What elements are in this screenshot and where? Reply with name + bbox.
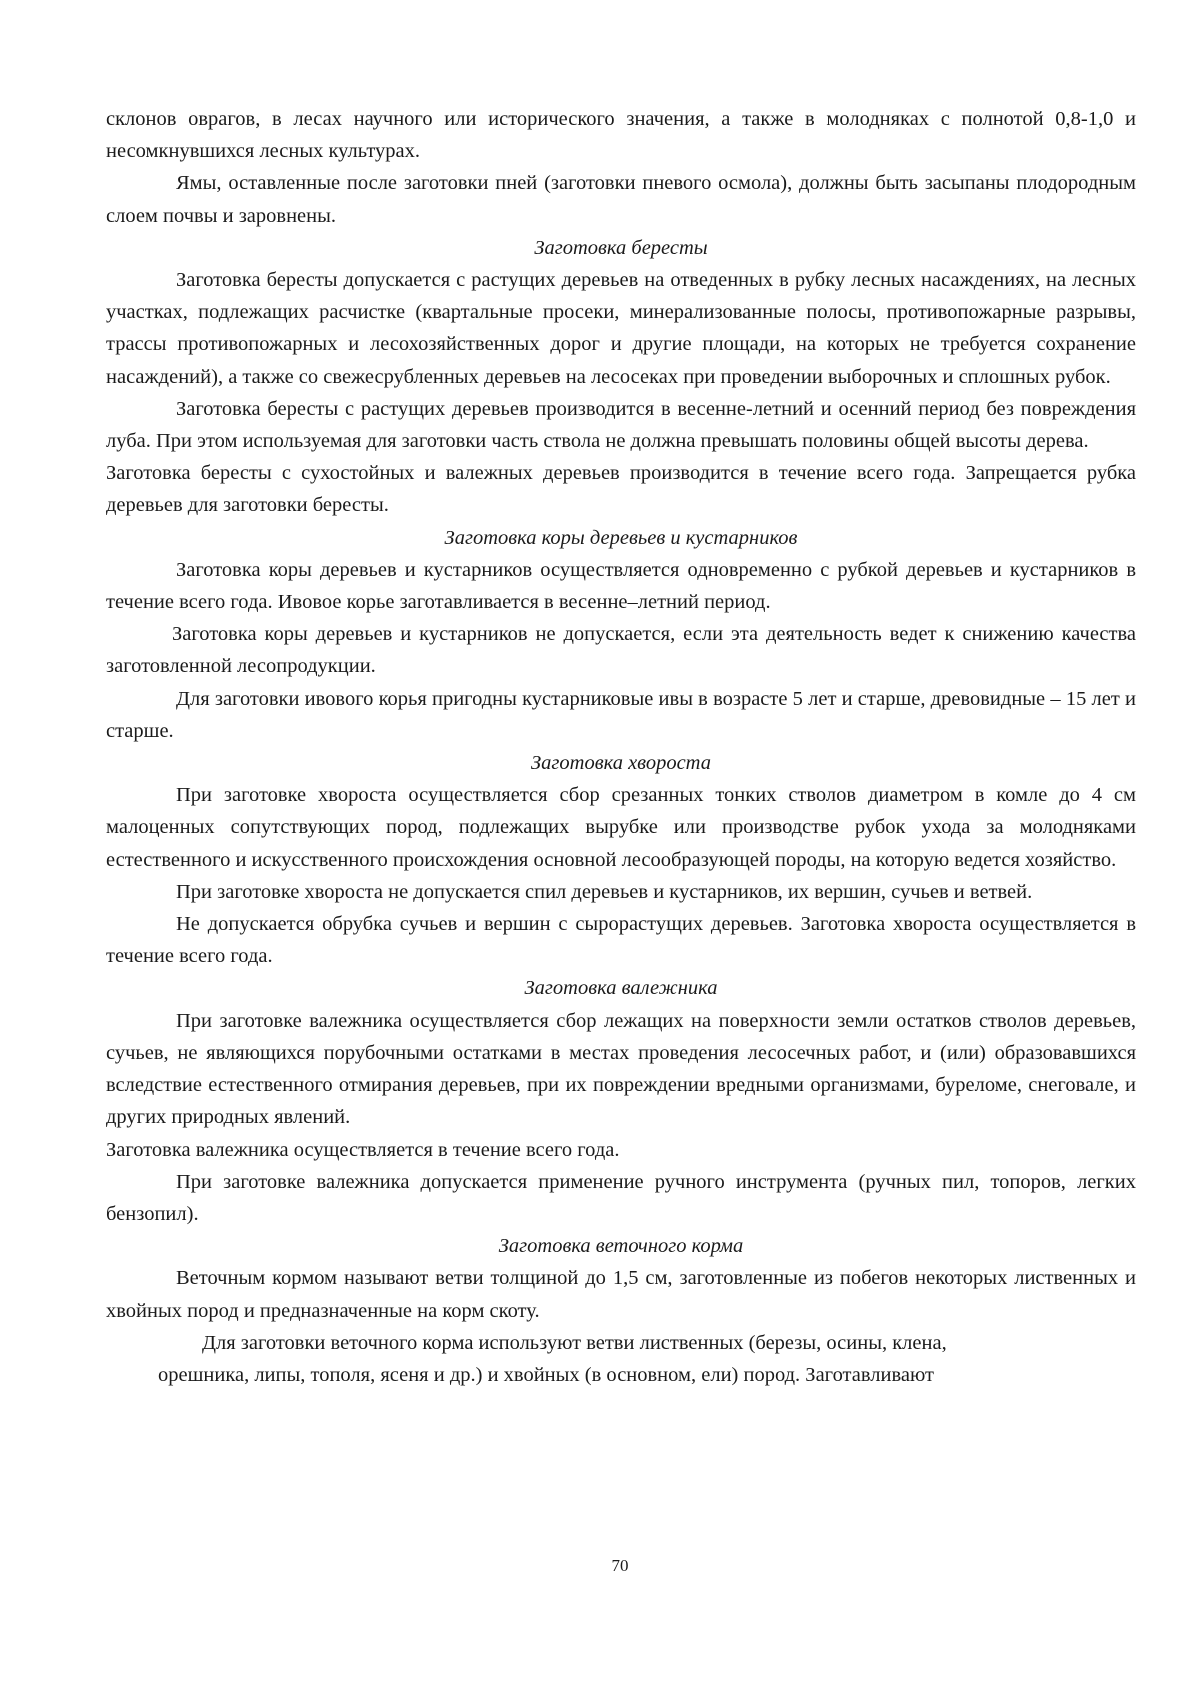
- section-heading: Заготовка веточного корма: [498, 1235, 744, 1258]
- section-heading: Заготовка хвороста: [531, 752, 711, 775]
- paragraph: При заготовке валежника допускается применение ручного инструмента (ручных пил, топоров, легких бензопил).: [106, 1170, 1136, 1225]
- paragraph: При заготовке хвороста осуществляется сбор срезанных тонких стволов диаметром в комле до 4 см малоценных сопутствующих пород, подлежащих вырубке или производстве рубок ухода за молодняками естественного и искусственного происхождения основной лесообразующей породы, на которую ведется хозяйство.: [106, 784, 1136, 871]
- paragraph: Для заготовки ивового корья пригодны кустарниковые ивы в возрасте 5 лет и старше, древовидные – 15 лет и старше.: [106, 687, 1136, 742]
- paragraph: Веточным кормом называют ветви толщиной до 1,5 см, заготовленные из побегов некоторых лиственных и хвойных пород и предназначенные на корм скоту.: [106, 1267, 1136, 1322]
- paragraph: Заготовка бересты с растущих деревьев производится в весенне-летний и осенний период без повреждения луба. При этом используемая для заготовки часть ствола не должна превышать половины общей высоты дерева.: [106, 397, 1136, 453]
- page-number: 70: [611, 1556, 629, 1575]
- paragraph: При заготовке валежника осуществляется сбор лежащих на поверхности земли остатков стволов деревьев, сучьев, не являющихся порубочными остатками в местах проведения лесосечных работ, и (или) образовавшихся вследствие естественного отмирания деревьев, при их повреждении вредными организмами, буреломе, снеговале, и других природных явлений.: [106, 1009, 1136, 1129]
- paragraph: Заготовка валежника осуществляется в течение всего года.: [106, 1138, 620, 1161]
- paragraph: [106, 1327, 1136, 1391]
- paragraph-line: Для заготовки веточного корма используют ветви лиственных (березы, осины, клена,: [202, 1331, 947, 1354]
- paragraph: Заготовка коры деревьев и кустарников не допускается, если эта деятельность ведет к снижению качества заготовленной лесопродукции.: [106, 623, 1136, 678]
- paragraph: Заготовка бересты допускается с растущих деревьев на отведенных в рубку лесных насаждениях, на лесных участках, подлежащих расчистке (квартальные просеки, минерализованные полосы, противопожарные разрывы, трассы противопожарных и лесохозяйственных дорог и другие площади, на которых не требуется сохранение насаждений), а также со свежесрубленных деревьев на лесосеках при проведении выборочных и сплошных рубок.: [106, 269, 1136, 388]
- section-heading: Заготовка валежника: [524, 977, 718, 1000]
- paragraph: склонов оврагов, в лесах научного или исторического значения, а также в молодняках с полнотой 0,8-1,0 и несомкнувшихся лесных культурах.: [106, 108, 1136, 163]
- section-heading: Заготовка бересты: [534, 236, 708, 259]
- paragraph: При заготовке хвороста не допускается спил деревьев и кустарников, их вершин, сучьев и ветвей.: [176, 880, 1033, 903]
- paragraph: Не допускается обрубка сучьев и вершин с сырорастущих деревьев. Заготовка хвороста осуществляется в течение всего года.: [106, 913, 1136, 968]
- page-body: [106, 103, 1136, 1391]
- paragraph: Заготовка коры деревьев и кустарников осуществляется одновременно с рубкой деревьев и кустарников в течение всего года. Ивовое корье заготавливается в весенне–летний период.: [106, 558, 1136, 614]
- paragraph: Заготовка бересты с сухостойных и валежных деревьев производится в течение всего года. Запрещается рубка деревьев для заготовки бересты.: [106, 462, 1136, 517]
- paragraph: Ямы, оставленные после заготовки пней (заготовки пневого осмола), должны быть засыпаны плодородным слоем почвы и заровнены.: [106, 172, 1136, 227]
- section-heading: Заготовка коры деревьев и кустарников: [444, 526, 798, 549]
- paragraph-line: орешника, липы, тополя, ясеня и др.) и хвойных (в основном, ели) пород. Заготавливают: [158, 1363, 934, 1386]
